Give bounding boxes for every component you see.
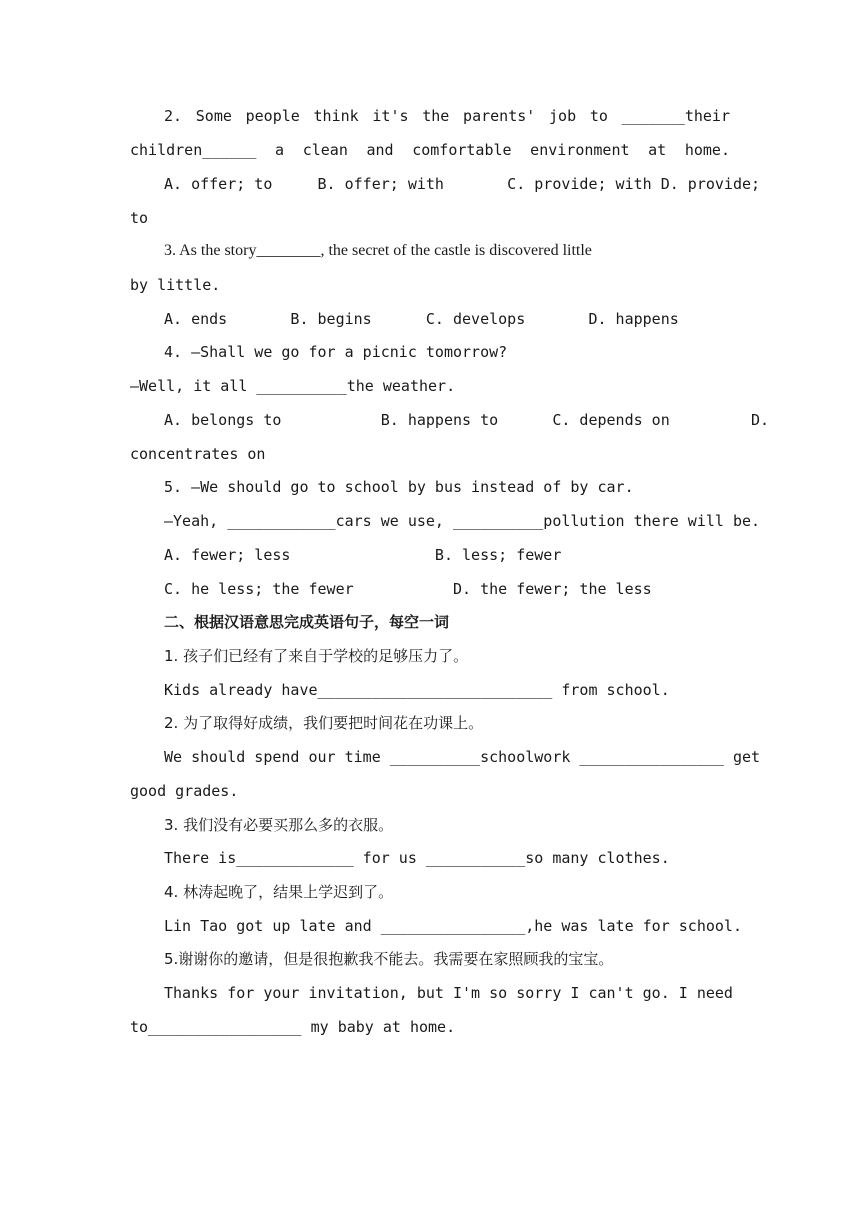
q2-line2: children______ a clean and comfortable environment at home. (130, 141, 730, 159)
q5-options-line1: A. fewer; less B. less; fewer (164, 546, 562, 564)
p2-item1-chinese: 1. 孩子们已经有了来自于学校的足够压力了。 (164, 647, 469, 665)
q5-line1: 5. —We should go to school by bus instead of by car. (164, 478, 634, 496)
q2-options-line2: to (130, 209, 149, 227)
q2-options-line1: A. offer; to B. offer; with C. provide; with D. provide; (164, 175, 761, 193)
p2-item5-english-line2: to_________________ my baby at home. (130, 1018, 456, 1036)
p2-item2-english-line1: We should spend our time __________schoolwork ________________ get (164, 748, 761, 766)
p2-item2-chinese: 2. 为了取得好成绩，我们要把时间花在功课上。 (164, 714, 484, 732)
p2-item1-english: Kids already have__________________________ from school. (164, 681, 670, 699)
q3-options-line1: A. ends B. begins C. develops D. happens (164, 310, 679, 328)
q5-options-line2: C. he less; the fewer D. the fewer; the less (164, 580, 652, 598)
p2-item5-english-line1: Thanks for your invitation, but I'm so sorry I can't go. I need (164, 984, 733, 1002)
q3-line2: by little. (130, 276, 221, 294)
p2-item2-english-line2: good grades. (130, 782, 239, 800)
p2-item3-english: There is_____________ for us ___________so many clothes. (164, 849, 670, 867)
q3-line1: 3. As the story________, the secret of the castle is discovered little (164, 242, 592, 259)
section-heading: 二、根据汉语意思完成英语句子，每空一词 (164, 613, 450, 631)
p2-item5-chinese: 5.谢谢你的邀请，但是很抱歉我不能去。我需要在家照顾我的宝宝。 (164, 950, 614, 968)
q2-line1: 2. Some people think it's the parents' job to _______their (164, 107, 730, 125)
q4-line2: —Well, it all __________the weather. (130, 377, 456, 395)
q5-line2: —Yeah, ____________cars we use, __________pollution there will be. (164, 512, 761, 530)
p2-item4-chinese: 4. 林涛起晚了，结果上学迟到了。 (164, 883, 394, 901)
q4-line1: 4. —Shall we go for a picnic tomorrow? (164, 343, 508, 361)
q4-options-line2: concentrates on (130, 445, 266, 463)
p2-item4-english: Lin Tao got up late and ________________,he was late for school. (164, 917, 742, 935)
q4-options-line1: A. belongs to B. happens to C. depends on D. (164, 411, 770, 429)
p2-item3-chinese: 3. 我们没有必要买那么多的衣服。 (164, 816, 394, 834)
